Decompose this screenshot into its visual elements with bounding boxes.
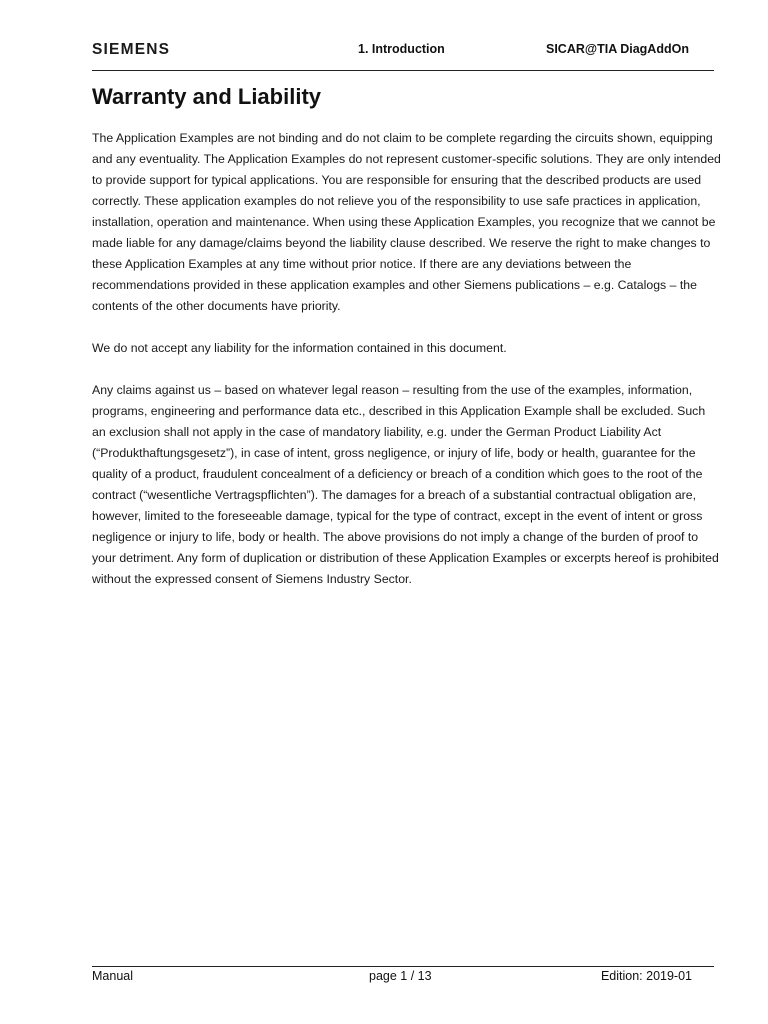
document-type: Manual — [92, 969, 133, 983]
siemens-logo: SIEMENS — [92, 41, 171, 58]
paragraph-no-liability: We do not accept any liability for the information contained in this document. — [92, 341, 507, 355]
page-number: page 1 / 13 — [369, 969, 432, 983]
page-footer — [92, 966, 714, 987]
paragraph-claims: Any claims against us – based on whatever legal reason – resulting from the use of the examples, information, programs, engineering and performance data etc., described in this Application Example shall be excluded. Such an exclusion shall not apply in the case of mandatory liability, e.g. under the German Product Liability Act (“Produkthaftungsgesetz”), in case of intent, gross negligence, or injury of life, body or health, guarantee for the quality of a product, fraudulent concealment of a deficiency or breach of a condition which goes to the root of the contract (“wesentliche Vertragspflichten”). The damages for a breach of a substantial contractual obligation are, however, limited to the foreseeable damage, typical for the type of contract, except in the event of intent or gross negligence or injury to life, body or health. The above provisions do not imply a change of the burden of proof to your detriment. Any form of duplication or distribution of these Application Examples or excerpts hereof is prohibited without the expressed consent of Siemens Industry Sector. — [92, 383, 719, 586]
document-body — [92, 128, 722, 611]
paragraph-disclaimer: The Application Examples are not binding and do not claim to be complete regarding the circuits shown, equipping and any eventuality. The Application Examples do not represent customer-specific solutions. They are only intended to provide support for typical applications. You are responsible for ensuring that the described products are used correctly. These application examples do not relieve you of the responsibility to use safe practices in application, installation, operation and maintenance. When using these Application Examples, you recognize that we cannot be made liable for any damage/claims beyond the liability clause described. We reserve the right to make changes to these Application Examples at any time without prior notice. If there are any deviations between the recommendations provided in these application examples and other Siemens publications – e.g. Catalogs – the contents of the other documents have priority. — [92, 131, 721, 313]
chapter-label: 1. Introduction — [358, 42, 445, 56]
product-name: SICAR@TIA DiagAddOn — [546, 42, 689, 56]
page-title: Warranty and Liability — [92, 84, 322, 109]
page-header — [92, 38, 714, 71]
edition-label: Edition: 2019-01 — [600, 969, 692, 983]
